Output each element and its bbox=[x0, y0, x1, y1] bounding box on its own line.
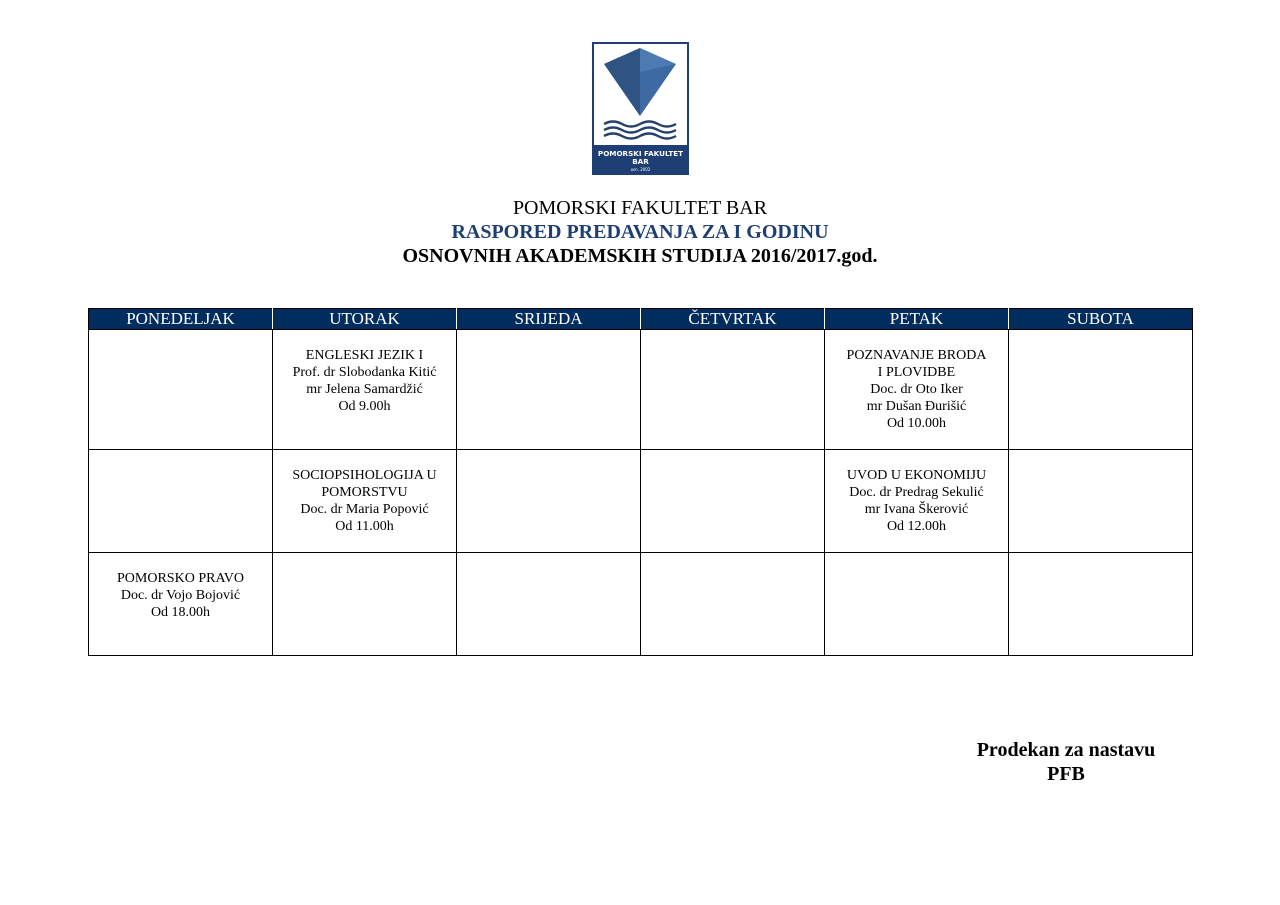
schedule-table bbox=[88, 308, 1193, 656]
start-time: Od 10.00h bbox=[886, 416, 947, 431]
day-header-tuesday: UTORAK bbox=[273, 309, 457, 330]
schedule-title: RASPORED PREDAVANJA ZA I GODINU bbox=[451, 221, 829, 243]
day-header-friday: PETAK bbox=[825, 309, 1009, 330]
lecture-english-1 bbox=[273, 330, 456, 415]
logo-city: BAR bbox=[632, 157, 649, 166]
schedule-subtitle: OSNOVNIH AKADEMSKIH STUDIJA 2016/2017.god. bbox=[402, 245, 878, 267]
lecturer: Prof. dr Slobodanka Kitić bbox=[292, 365, 437, 380]
schedule-cell bbox=[457, 450, 641, 553]
schedule-cell bbox=[273, 330, 457, 450]
lecture-ship-knowledge bbox=[825, 330, 1008, 432]
schedule-cell bbox=[89, 553, 273, 656]
start-time: Od 11.00h bbox=[335, 519, 394, 534]
day-header-monday: PONEDELJAK bbox=[89, 309, 273, 330]
schedule-cell bbox=[89, 330, 273, 450]
start-time: Od 12.00h bbox=[886, 519, 947, 534]
schedule-cell bbox=[641, 330, 825, 450]
schedule-cell bbox=[1009, 450, 1193, 553]
schedule-cell bbox=[457, 553, 641, 656]
signature-institution: PFB bbox=[1047, 763, 1085, 785]
schedule-cell bbox=[825, 330, 1009, 450]
schedule-cell bbox=[825, 450, 1009, 553]
lecture-economics-intro bbox=[825, 450, 1008, 535]
course-name: POMORSKO PRAVO bbox=[117, 571, 244, 586]
lecturer: Doc. dr Maria Popović bbox=[300, 502, 429, 517]
schedule-cell bbox=[273, 553, 457, 656]
start-time: Od 18.00h bbox=[150, 605, 211, 620]
schedule-row bbox=[89, 450, 1193, 553]
lecture-sociopsychology bbox=[273, 450, 456, 535]
day-header-saturday: SUBOTA bbox=[1009, 309, 1193, 330]
lecturer: Doc. dr Predrag Sekulić bbox=[849, 485, 984, 500]
lecture-maritime-law bbox=[89, 553, 272, 621]
course-name: UVOD U EKONOMIJU bbox=[846, 468, 987, 483]
schedule-cell bbox=[273, 450, 457, 553]
assistant: mr Jelena Samardžić bbox=[306, 382, 423, 397]
signature-title: Prodekan za nastavu bbox=[976, 739, 1156, 761]
lecturer: Doc. dr Oto Iker bbox=[870, 382, 963, 397]
schedule-cell bbox=[457, 330, 641, 450]
course-name: SOCIOPSIHOLOGIJA U bbox=[292, 468, 437, 483]
course-name-cont: POMORSTVU bbox=[321, 485, 408, 500]
logo-est: osn. 2002 bbox=[630, 167, 651, 172]
faculty-title: POMORSKI FAKULTET BAR bbox=[512, 197, 768, 219]
schedule-row bbox=[89, 553, 1193, 656]
schedule-cell bbox=[825, 553, 1009, 656]
schedule-cell bbox=[89, 450, 273, 553]
schedule-cell bbox=[641, 553, 825, 656]
day-header-thursday: ČETVRTAK bbox=[641, 309, 825, 330]
course-name: POZNAVANJE BRODA bbox=[846, 348, 987, 363]
assistant: mr Dušan Đurišić bbox=[866, 399, 967, 414]
lecturer: Doc. dr Vojo Bojović bbox=[120, 588, 241, 603]
course-name: ENGLESKI JEZIK I bbox=[305, 348, 424, 363]
schedule-row bbox=[89, 330, 1193, 450]
start-time: Od 9.00h bbox=[338, 399, 391, 414]
schedule-cell bbox=[641, 450, 825, 553]
logo-name: POMORSKI FAKULTET bbox=[597, 149, 684, 158]
schedule-cell bbox=[1009, 553, 1193, 656]
schedule-cell bbox=[1009, 330, 1193, 450]
day-header-wednesday: SRIJEDA bbox=[457, 309, 641, 330]
course-name-cont: I PLOVIDBE bbox=[877, 365, 956, 380]
faculty-logo bbox=[592, 42, 689, 175]
assistant: mr Ivana Škerović bbox=[864, 502, 969, 517]
day-header-row bbox=[89, 309, 1193, 330]
